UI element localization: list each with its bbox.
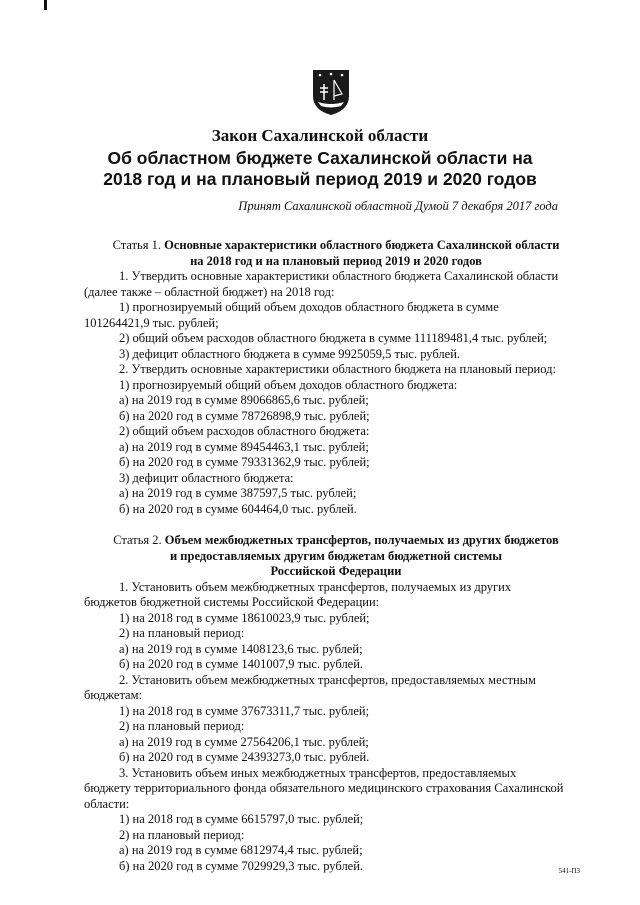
paragraph-line: 2) общий объем расходов областного бюджета в сумме 111189481,4 тыс. рублей; <box>119 331 548 345</box>
law-subtitle-line2: 2018 год и на плановый период 2019 и 2020 годов <box>103 169 537 189</box>
article1-heading <box>84 238 588 254</box>
paragraph-line: 2) на плановый период: <box>119 626 245 640</box>
paragraph-line: 3) дефицит областного бюджета: <box>119 470 294 485</box>
paragraph-line: 3) дефицит областного бюджета в сумме 9925059,5 тыс. рублей. <box>119 346 461 361</box>
paragraph-line: бюджету территориального фонда обязательного медицинского страхования Сахалинской <box>84 781 564 795</box>
paragraph-line: а) на 2019 год в сумме 387597,5 тыс. рублей; <box>119 486 357 500</box>
paragraph-line: б) на 2020 год в сумме 24393273,0 тыс. рублей. <box>119 750 370 764</box>
paragraph-line: 1) на 2018 год в сумме 37673311,7 тыс. рублей; <box>119 703 370 718</box>
paragraph-line: бюджетов бюджетной системы Российской Федерации: <box>84 595 380 609</box>
paragraph-line: 2. Утвердить основные характеристики областного бюджета на плановый период: <box>119 362 556 376</box>
coat-of-arms-icon <box>310 66 352 116</box>
article2-title-line1: Объем межбюджетных трансфертов, получаемых из других бюджетов <box>164 533 559 547</box>
article2-title-line3: Российской Федерации <box>270 564 402 578</box>
paragraph-line: 1) прогнозируемый общий объем доходов областного бюджета: <box>119 377 458 392</box>
paragraph-line: 2. Установить объем межбюджетных трансфертов, предоставляемых местным <box>119 672 536 687</box>
paragraph-line: бюджетам: <box>84 688 142 702</box>
document-code: 541-ПЗ <box>558 867 580 875</box>
scan-mark <box>44 0 47 10</box>
article2-title-line2: и предоставляемых другим бюджетам бюджетной системы <box>169 548 503 563</box>
article2-prefix: Статья 2. <box>113 533 162 547</box>
paragraph-line: а) на 2019 год в сумме 6812974,4 тыс. рублей; <box>119 843 363 857</box>
article1-title-line1: Основные характеристики областного бюджета Сахалинской области <box>164 238 560 252</box>
paragraph-line: 1) на 2018 год в сумме 18610023,9 тыс. рублей; <box>119 610 370 625</box>
paragraph-line: 1) на 2018 год в сумме 6615797,0 тыс. рублей; <box>119 812 364 826</box>
paragraph-line: а) на 2019 год в сумме 89066865,6 тыс. рублей; <box>119 393 369 407</box>
paragraph-line: 101264421,9 тыс. рублей; <box>84 315 219 330</box>
paragraph-line: 2) общий объем расходов областного бюджета: <box>119 424 370 438</box>
document-body <box>84 238 588 874</box>
paragraph-line: области: <box>84 796 130 811</box>
paragraph-line: 1. Утвердить основные характеристики областного бюджета Сахалинской области <box>119 269 559 283</box>
paragraph-line: а) на 2019 год в сумме 89454463,1 тыс. рублей; <box>119 439 369 454</box>
paragraph-line: 1. Установить объем межбюджетных трансфертов, получаемых из других <box>119 579 512 594</box>
paragraph-line: 2) на плановый период: <box>119 827 245 842</box>
paragraph-line: 2) на плановый период: <box>119 719 245 733</box>
paragraph-line: б) на 2020 год в сумме 7029929,3 тыс. рублей. <box>119 858 364 873</box>
paragraph-line: (далее также – областной бюджет) на 2018 год: <box>84 284 335 299</box>
article1-title-line2: на 2018 год и на плановый период 2019 и 2020 годов <box>190 253 482 268</box>
paragraph-line: б) на 2020 год в сумме 79331362,9 тыс. рублей; <box>119 455 370 469</box>
article1-prefix: Статья 1. <box>112 238 161 252</box>
paragraph-line: б) на 2020 год в сумме 78726898,9 тыс. рублей; <box>119 408 370 423</box>
article2-heading <box>84 533 588 549</box>
paragraph-line: б) на 2020 год в сумме 604464,0 тыс. рублей. <box>119 501 357 516</box>
paragraph-line: а) на 2019 год в сумме 1408123,6 тыс. рублей; <box>119 641 363 656</box>
acceptance-note: Принят Сахалинской областной Думой 7 декабря 2017 года <box>238 199 558 213</box>
paragraph-line: а) на 2019 год в сумме 27564206,1 тыс. рублей; <box>119 734 369 749</box>
paragraph-line: б) на 2020 год в сумме 1401007,9 тыс. рублей. <box>119 657 364 671</box>
paragraph-line: 1) прогнозируемый общий объем доходов областного бюджета в сумме <box>119 300 499 314</box>
paragraph-line: 3. Установить объем иных межбюджетных трансфертов, предоставляемых <box>119 765 517 780</box>
law-title: Закон Сахалинской области <box>211 126 429 145</box>
law-subtitle-line1: Об областном бюджете Сахалинской области на <box>107 148 533 168</box>
spacer <box>84 517 588 533</box>
